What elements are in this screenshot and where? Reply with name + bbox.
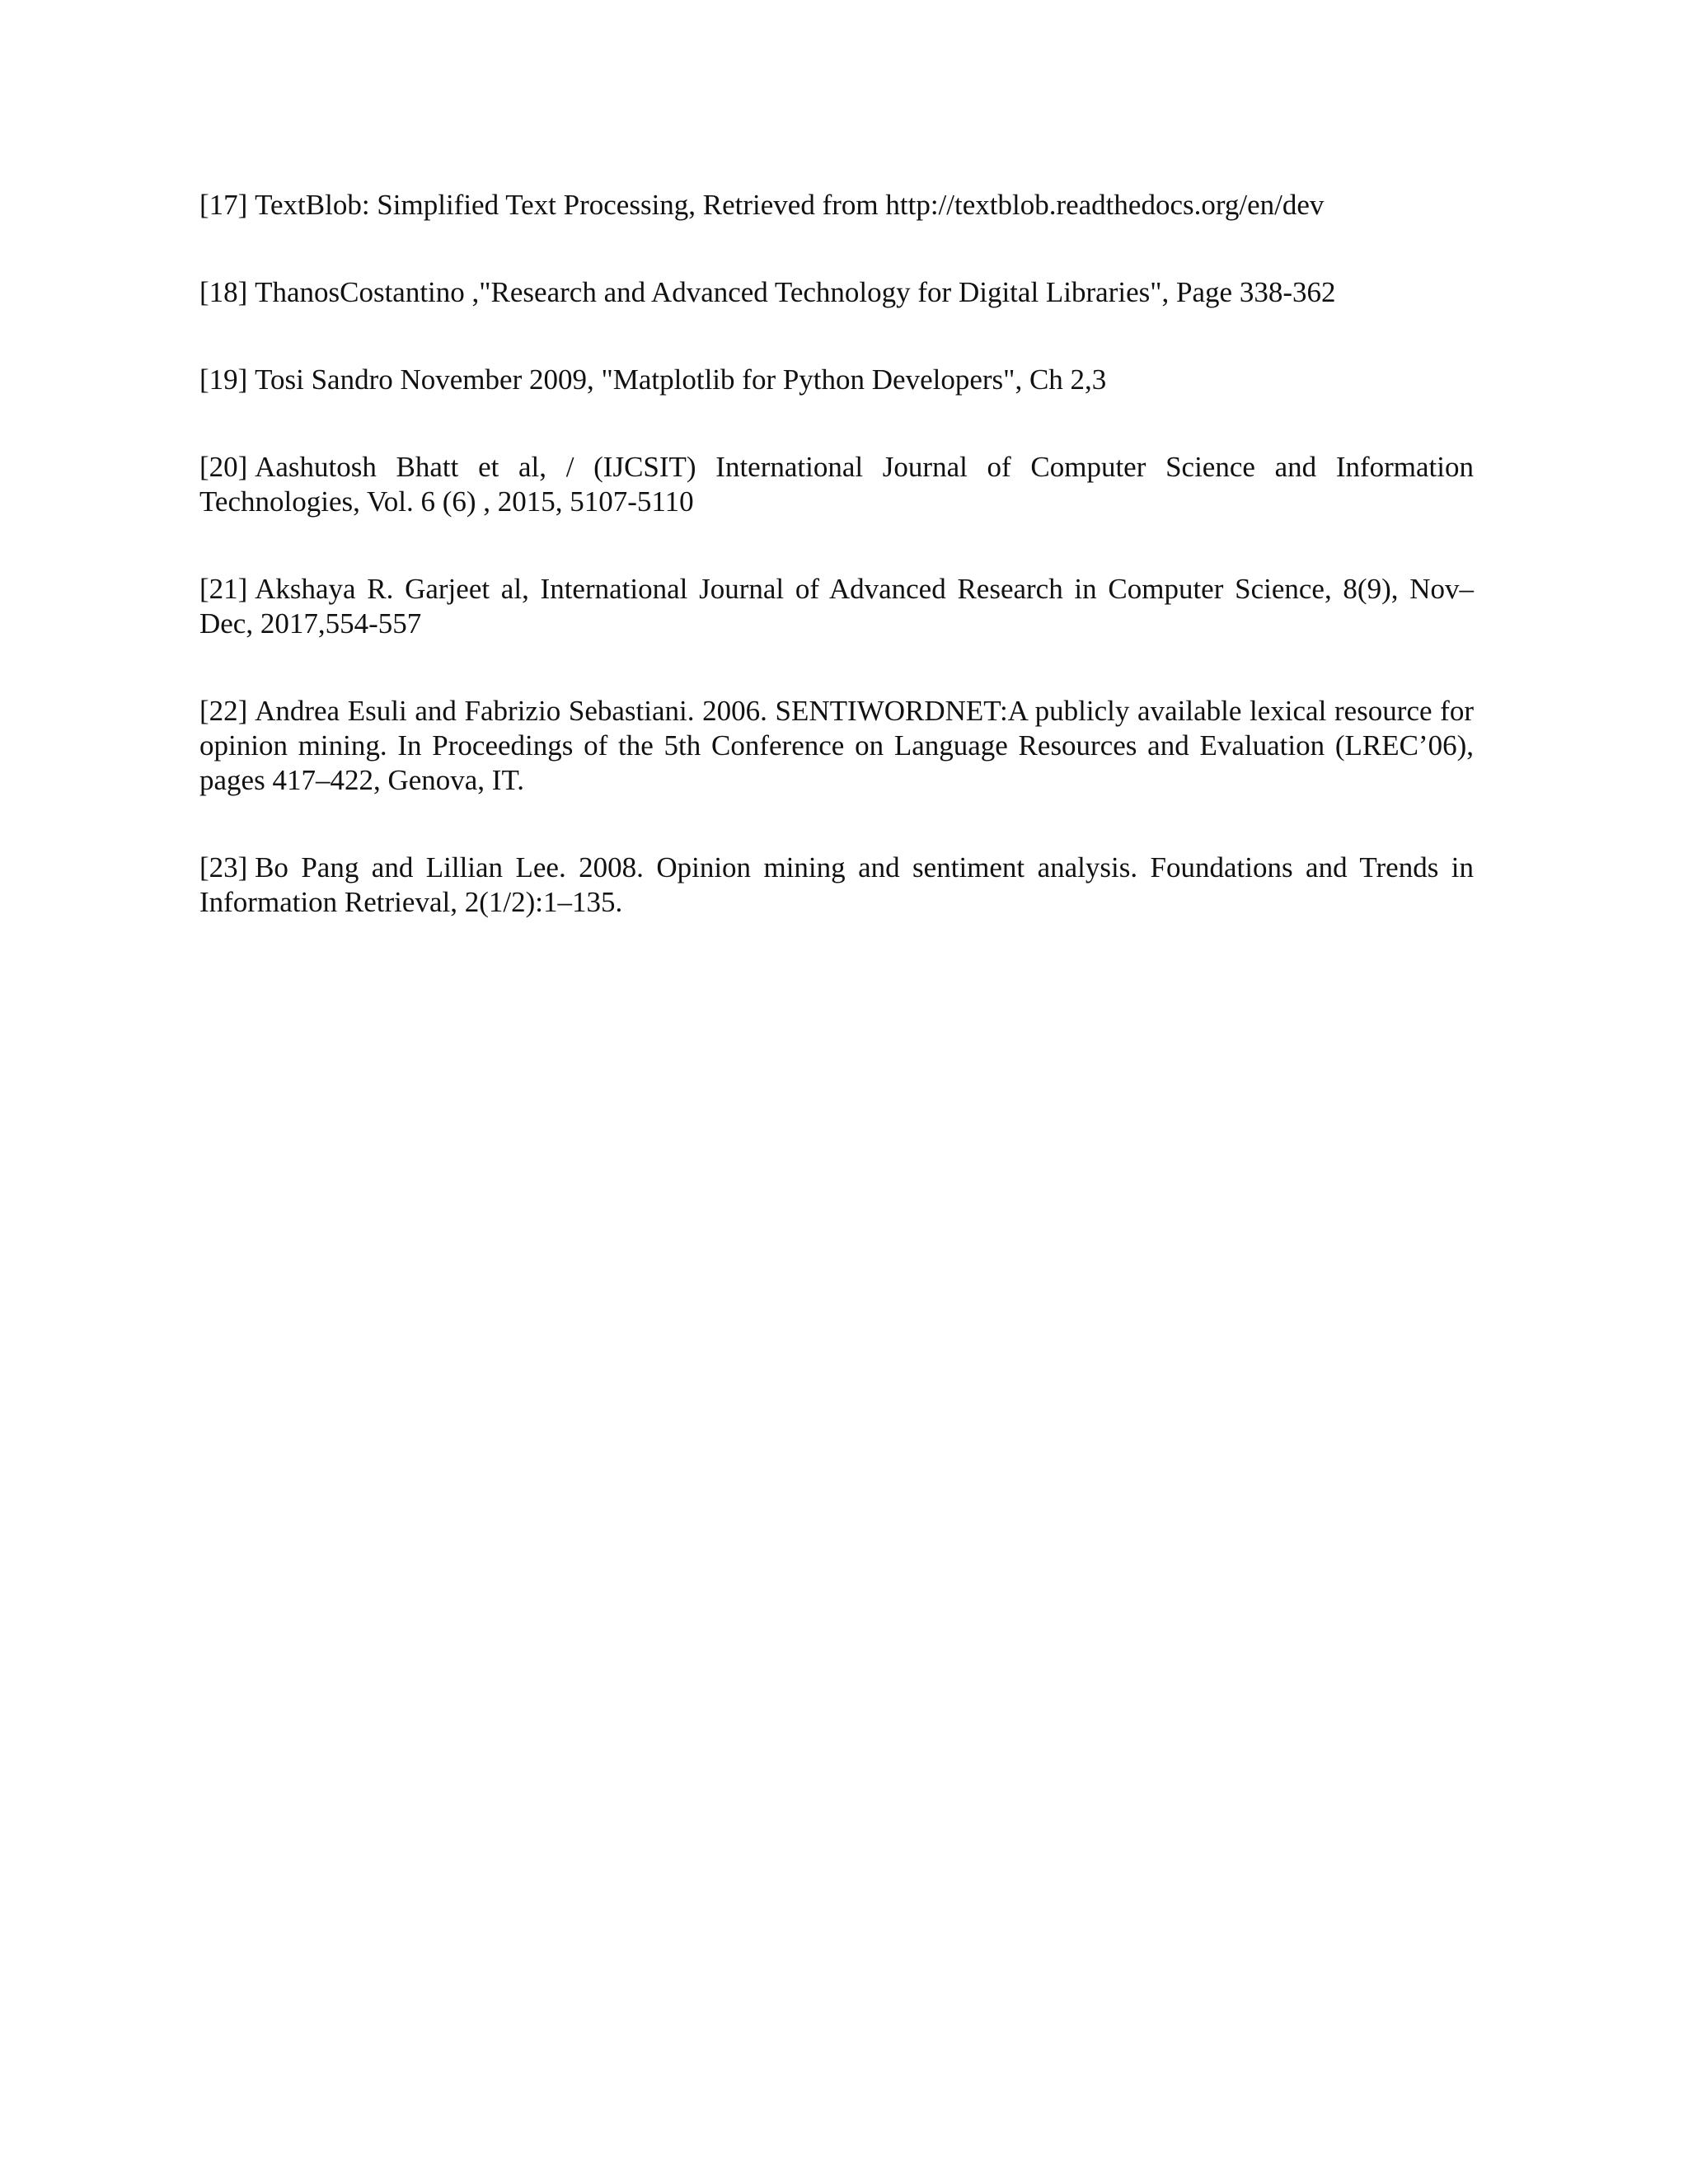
reference-number: [20]	[199, 451, 248, 483]
reference-text: Aashutosh Bhatt et al, / (IJCSIT) International Journal of Computer Science and Information Technologies, Vol. 6 (6) , 2015, 5107-5110	[199, 451, 1474, 518]
reference-number: [22]	[199, 695, 248, 727]
reference-number: [17]	[199, 189, 248, 221]
reference-item	[199, 275, 1474, 310]
reference-number: [19]	[199, 363, 248, 396]
reference-item	[199, 572, 1474, 641]
reference-item	[199, 188, 1474, 223]
reference-list	[199, 188, 1474, 972]
reference-item	[199, 851, 1474, 920]
reference-item	[199, 694, 1474, 798]
reference-number: [23]	[199, 851, 248, 883]
reference-number: [18]	[199, 276, 248, 308]
reference-number: [21]	[199, 573, 248, 605]
reference-text: Akshaya R. Garjeet al, International Journal of Advanced Research in Computer Science, 8(9), Nov– Dec, 2017,554-557	[199, 573, 1474, 640]
reference-text: ThanosCostantino ,"Research and Advanced Technology for Digital Libraries", Page 338-362	[255, 276, 1336, 308]
reference-item	[199, 450, 1474, 519]
reference-text: Tosi Sandro November 2009, "Matplotlib for Python Developers", Ch 2,3	[255, 363, 1107, 396]
reference-text: Andrea Esuli and Fabrizio Sebastiani. 2006. SENTIWORDNET:A publicly available lexical resource for opinion mining. In Proceedings of the 5th Conference on Language Resources and Evaluation (LREC’06), pages 417–422, Genova, IT.	[199, 695, 1474, 796]
reference-text: TextBlob: Simplified Text Processing, Retrieved from http://textblob.readthedocs.org/en/dev	[255, 189, 1325, 221]
reference-text: Bo Pang and Lillian Lee. 2008. Opinion mining and sentiment analysis. Foundations and Trends in Information Retrieval, 2(1/2):1–135.	[199, 851, 1474, 918]
reference-item	[199, 363, 1474, 397]
